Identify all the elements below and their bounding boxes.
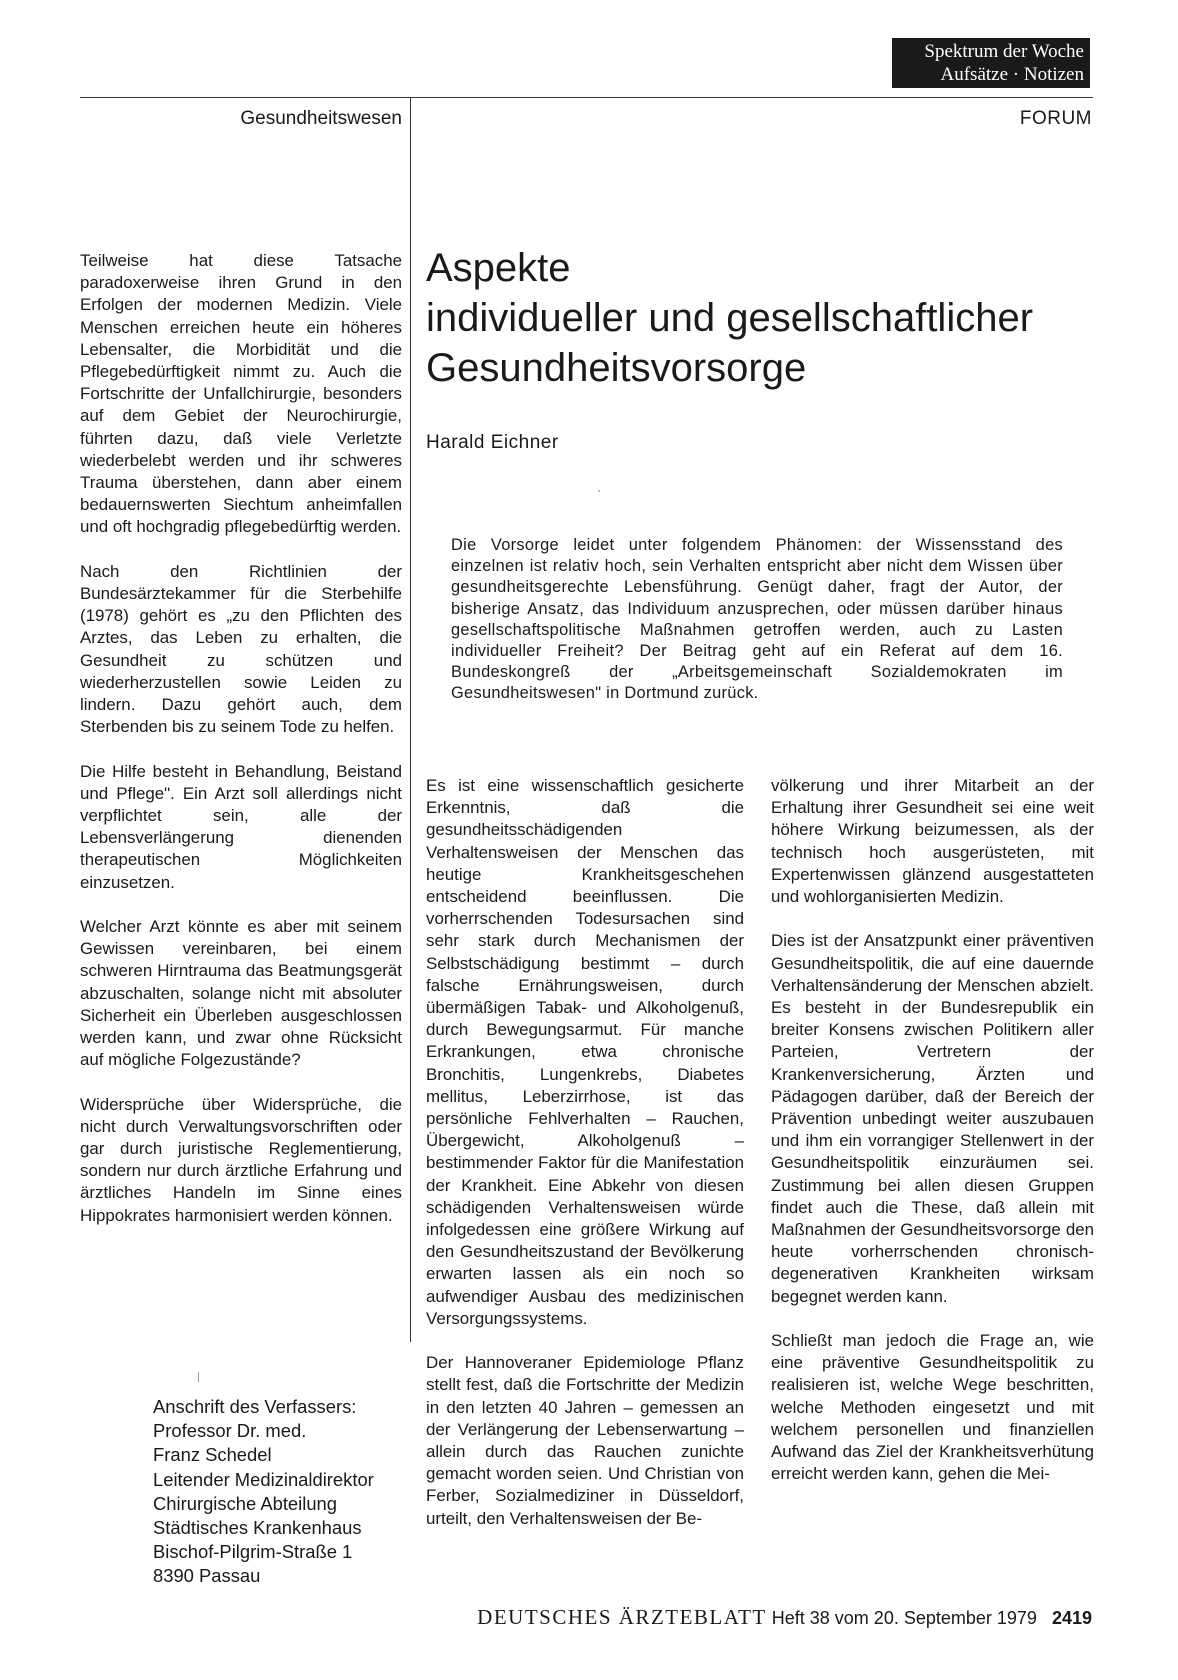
title-line: Gesundheitsvorsorge (426, 346, 807, 390)
paragraph: Der Hannoveraner Epidemiologe Pflanz stellt fest, daß die Fortschritte der Medizin in den letzten 40 Jahren – gemessen an der Verlängerung der Lebenserwartung – allein durch das Rauchen zunichte gemacht worden seien. Und Christian von Ferber, Sozialmediziner in Düsseldorf, urteilt, den Verhaltensweisen der Be- (426, 1353, 744, 1528)
paragraph: Dies ist der Ansatzpunkt einer präventiven Gesundheitspolitik, die auf eine dauernde Verhaltensänderung der Menschen abzielt. Es besteht in der Bundesrepublik ein breiter Konsens zwischen Politikern aller Parteien, Vertretern der Krankenversicherung, Ärzten und Pädagogen darüber, daß der Bereich der Prävention unbedingt weiter auszubauen und ihm ein vorrangiger Stellenwert in der Gesundheitspolitik einzuräumen sei. Zustimmung bei allen diesen Gruppen findet auch die These, daß allein mit Maßnahmen der Gesundheitsvorsorge den heute vorherrschenden chronisch-degenerativen Krankheiten wirksam begegnet werden kann. (771, 931, 1094, 1306)
separator-tick (198, 1372, 199, 1382)
address-line: Anschrift des Verfassers: (153, 1396, 357, 1417)
print-speck (598, 490, 600, 492)
article-title (426, 243, 1096, 393)
column-divider (410, 97, 411, 1342)
title-line: Aspekte (426, 246, 571, 290)
right-column (771, 775, 1094, 1508)
section-label-left: Gesundheitswesen (240, 108, 402, 129)
paragraph: Widersprüche über Widersprüche, die nicht durch Verwaltungsvorschriften oder gar durch juristische Reglementierung, sondern nur durch ärztliche Erfahrung und ärztliches Handeln im Sinne eines Hippokrates harmonisiert werden können. (80, 1094, 402, 1225)
address-line: Professor Dr. med. (153, 1420, 307, 1442)
journal-name: DEUTSCHES ÄRZTEBLATT (477, 1605, 767, 1629)
paragraph: Schließt man jedoch die Frage an, wie eine präventive Gesundheitspolitik zu realisieren ist, welche Wege beschritten, welche Methoden eingesetzt und mit welchem personellen und finanziellen Aufwand das Ziel der Krankheitsverhütung erreicht werden kann, gehen die Mei- (771, 1331, 1094, 1484)
paragraph: völkerung und ihrer Mitarbeit an der Erhaltung ihrer Gesundheit sei eine weit höhere Wirkung beizumessen, als der technisch hoch ausgerüsteten, mit Expertenwissen glänzend ausgestatteten und wohlorganisierten Medizin. (771, 776, 1094, 907)
author-address (153, 1395, 413, 1589)
left-column (80, 250, 402, 1249)
title-line: individueller und gesellschaftlicher (426, 296, 1034, 340)
paragraph: Nach den Richtlinien der Bundesärztekammer für die Sterbehilfe (1978) gehört es „zu den Pflichten des Arztes, das Leben zu erhalten, die Gesundheit zu schützen und wiederherzustellen sowie Leiden zu lindern. Dazu gehört auch, dem Sterbenden bis zu seinem Tode zu helfen. (80, 561, 402, 737)
section-label-right: FORUM (1019, 108, 1092, 129)
badge-line-2: Aufsätze · Notizen (940, 64, 1084, 85)
address-line: Franz Schedel (153, 1444, 272, 1466)
article-lead: Die Vorsorge leidet unter folgendem Phänomen: der Wissensstand des einzelnen ist relativ hoch, sein Verhalten entspricht aber nicht dem Wissen über gesundheitsgerechte Lebensführung. Genügt daher, fragt der Autor, der bisherige Ansatz, das Individuum anzusprechen, oder müssen darüber hinaus gesellschaftspolitische Maßnahmen getroffen werden, auch zu Lasten individueller Freiheit? Der Beitrag geht auf ein Referat auf dem 16. Bundeskongreß der „Arbeitsgemeinschaft Sozialdemokraten im Gesundheitswesen" in Dortmund zurück. (451, 536, 1063, 703)
middle-column (426, 775, 744, 1552)
issue-info: Heft 38 vom 20. September 1979 (771, 1608, 1037, 1628)
address-line: Städtisches Krankenhaus (153, 1517, 362, 1539)
paragraph: Es ist eine wissenschaftlich gesicherte Erkenntnis, daß die gesundheitsschädigenden Verhaltensweisen der Menschen das heutige Krankheitsgeschehen entscheidend beeinflussen. Die vorherrschenden Todesursachen sind sehr stark durch Mechanismen der Selbstschädigung bestimmt – durch falsche Ernährungsweisen, durch übermäßigen Tabak- und Alkoholgenuß, durch Bewegungsarmut. Für manche Erkrankungen, etwa chronische Bronchitis, Lungenkrebs, Diabetes mellitus, Leberzirrhose, ist das persönliche Fehlverhalten – Rauchen, Übergewicht, Alkoholgenuß – bestimmender Faktor für die Manifestation der Krankheit. Eine Abkehr von diesen schädigenden Verhaltensweisen würde infolgedessen eine größere Wirkung auf den Gesundheitszustand der Bevölkerung erwarten lassen als ein noch so aufwendiger Ausbau des medizinischen Versorgungssystems. (426, 776, 744, 1328)
paragraph: Teilweise hat diese Tatsache paradoxerweise ihren Grund in den Erfolgen der modernen Medizin. Viele Menschen erreichen heute ein höheres Lebensalter, die Morbidität und die Pflegebedürftigkeit nimmt zu. Auch die Fortschritte der Unfallchirurgie, besonders auf dem Gebiet der Neurochirurgie, führten dazu, daß viele Verletzte wiederbelebt werden und ihr schweres Trauma überstehen, dann aber einem bedauernswerten Siechtum anheimfallen und oft hochgradig pflegebedürftig werden. (80, 251, 402, 537)
badge-line-1: Spektrum der Woche (924, 41, 1084, 62)
header-rule (80, 97, 1093, 98)
page-number: 2419 (1051, 1608, 1092, 1628)
page-footer (380, 1605, 1092, 1630)
address-line: Bischof-Pilgrim-Straße 1 (153, 1541, 353, 1563)
paragraph: Welcher Arzt könnte es aber mit seinem Gewissen vereinbaren, bei einem schweren Hirntrauma das Beatmungsgerät abzuschalten, solange nicht mit absoluter Sicherheit ein Überleben ausgeschlossen werden kann, und zwar ohne Rücksicht auf mögliche Folgezustände? (80, 917, 402, 1070)
address-line: Chirurgische Abteilung (153, 1492, 338, 1514)
paragraph: Die Hilfe besteht in Behandlung, Beistand und Pflege". Ein Arzt soll allerdings nicht verpflichtet sein, alle der Lebensverlängerung dienenden therapeutischen Möglichkeiten einzusetzen. (80, 761, 402, 892)
section-badge (892, 38, 1090, 88)
article-author: Harald Eichner (426, 432, 559, 453)
address-line: Leitender Medizinaldirektor (153, 1468, 374, 1490)
address-line: 8390 Passau (153, 1565, 261, 1587)
